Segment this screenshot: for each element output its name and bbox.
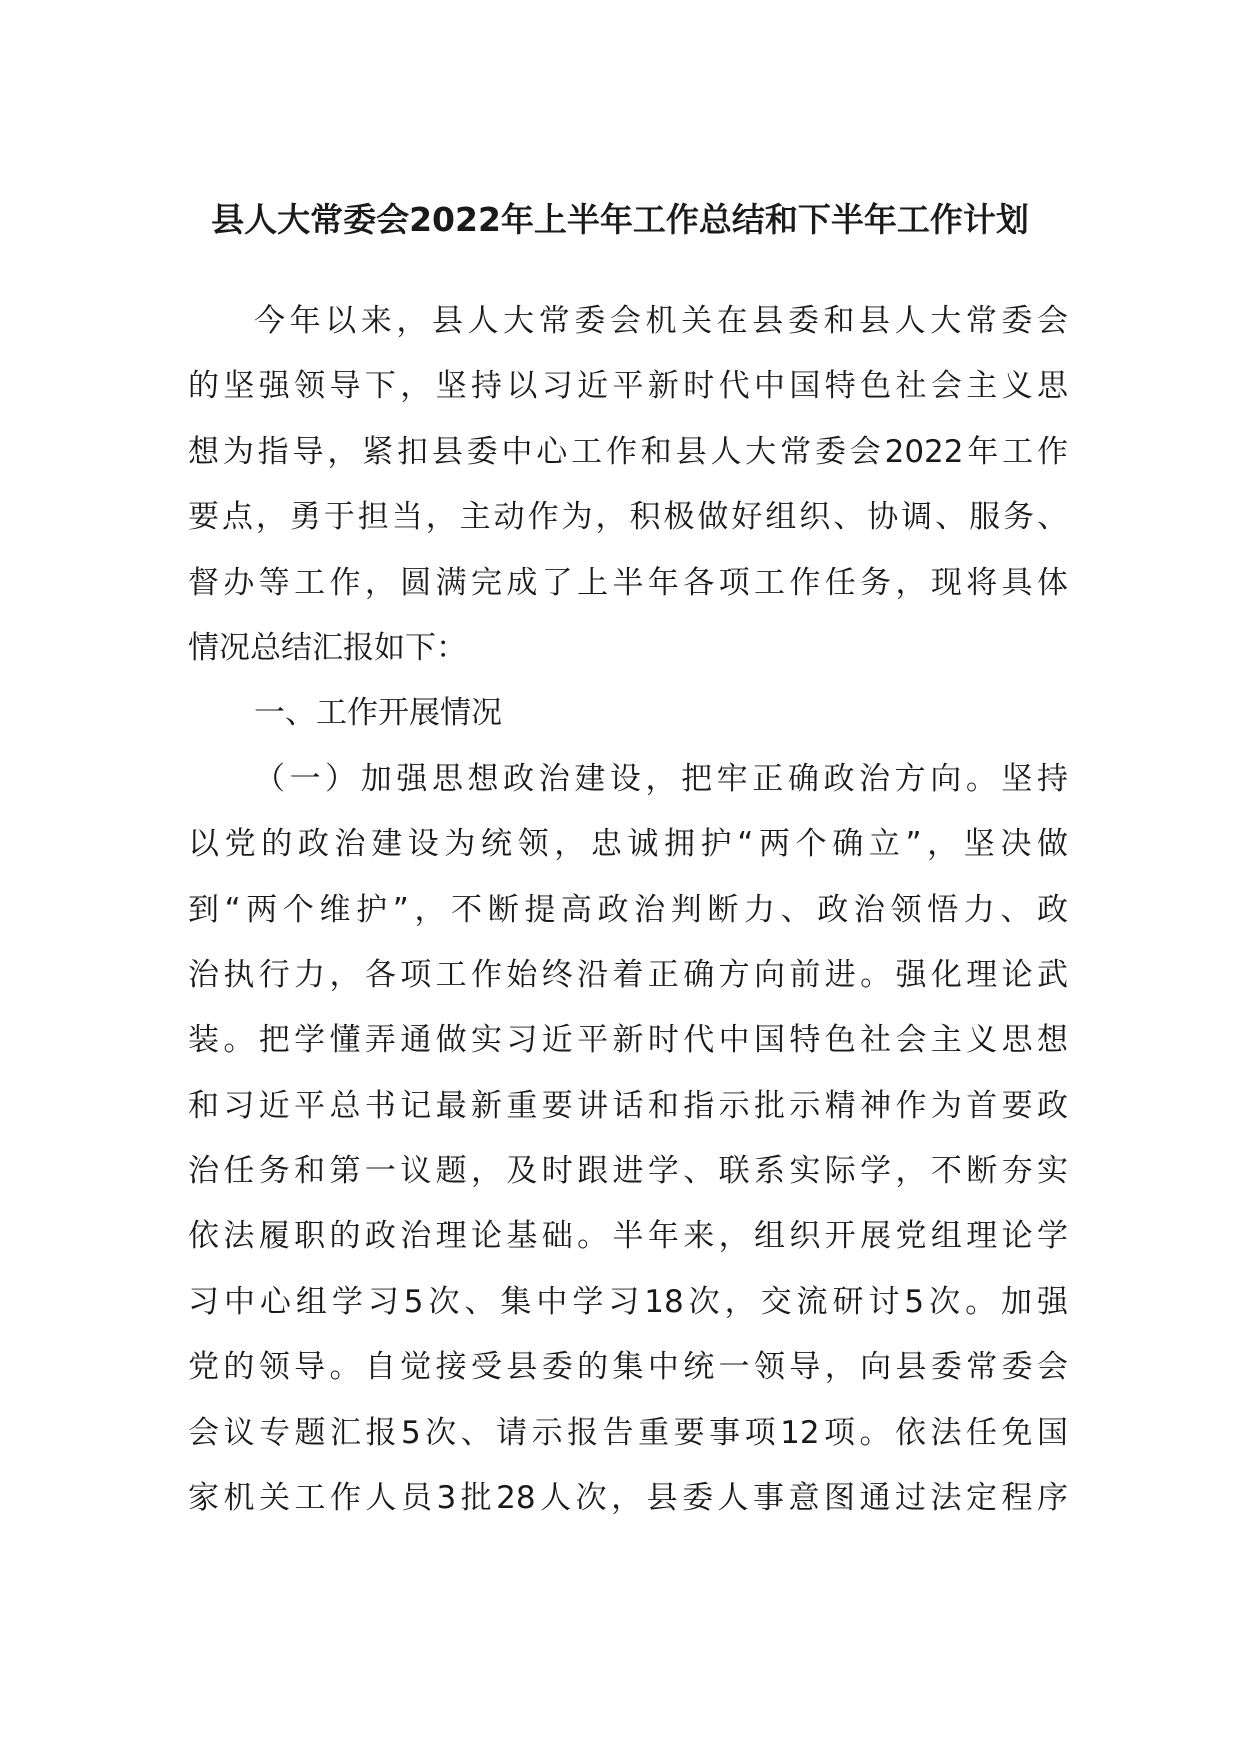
paragraph-section1-line-11: 会议专题汇报5次、请示报告重要事项12项。依法任免国 — [188, 1414, 1068, 1451]
paragraph-intro-line-6: 情况总结汇报如下： — [188, 629, 467, 666]
paragraph-section1-line-2: 以党的政治建设为统领，忠诚拥护“两个确立”，坚决做 — [188, 826, 1068, 863]
paragraph-section1-line-5: 装。把学懂弄通做实习近平新时代中国特色社会主义思想 — [188, 1022, 1068, 1059]
paragraph-intro-line-4: 要点，勇于担当，主动作为，积极做好组织、协调、服务、 — [188, 499, 1068, 536]
paragraph-section1-line-8: 依法履职的政治理论基础。半年来，组织开展党组理论学 — [188, 1218, 1068, 1255]
paragraph-section1-line-12: 家机关工作人员3批28人次，县委人事意图通过法定程序 — [188, 1480, 1068, 1517]
paragraph-intro-line-2: 的坚强领导下，坚持以习近平新时代中国特色社会主义思 — [188, 368, 1068, 405]
paragraph-section1-line-4: 治执行力，各项工作始终沿着正确方向前进。强化理论武 — [188, 956, 1068, 993]
paragraph-intro-line-5: 督办等工作，圆满完成了上半年各项工作任务，现将具体 — [188, 564, 1068, 601]
paragraph-section1-line-7: 治任务和第一议题，及时跟进学、联系实际学，不断夯实 — [188, 1153, 1068, 1190]
paragraph-section1-line-9: 习中心组学习5次、集中学习18次，交流研讨5次。加强 — [188, 1283, 1068, 1320]
paragraph-section1-line-1: （一）加强思想政治建设，把牢正确政治方向。坚持 — [254, 760, 1068, 797]
paragraph-intro-line-1: 今年以来，县人大常委会机关在县委和县人大常委会 — [254, 303, 1068, 339]
paragraph-section1-line-10: 党的领导。自觉接受县委的集中统一领导，向县委常委会 — [188, 1349, 1068, 1386]
paragraph-intro-line-3: 想为指导，紧扣县委中心工作和县人大常委会2022年工作 — [188, 433, 1068, 470]
section-heading-1: 一、工作开展情况 — [254, 695, 502, 732]
document-title: 县人大常委会2022年上半年工作总结和下半年工作计划 — [211, 200, 1029, 239]
paragraph-section1-line-3: 到“两个维护”，不断提高政治判断力、政治领悟力、政 — [188, 891, 1068, 928]
paragraph-section1-line-6: 和习近平总书记最新重要讲话和指示批示精神作为首要政 — [188, 1087, 1068, 1124]
document-body — [188, 289, 1068, 1531]
